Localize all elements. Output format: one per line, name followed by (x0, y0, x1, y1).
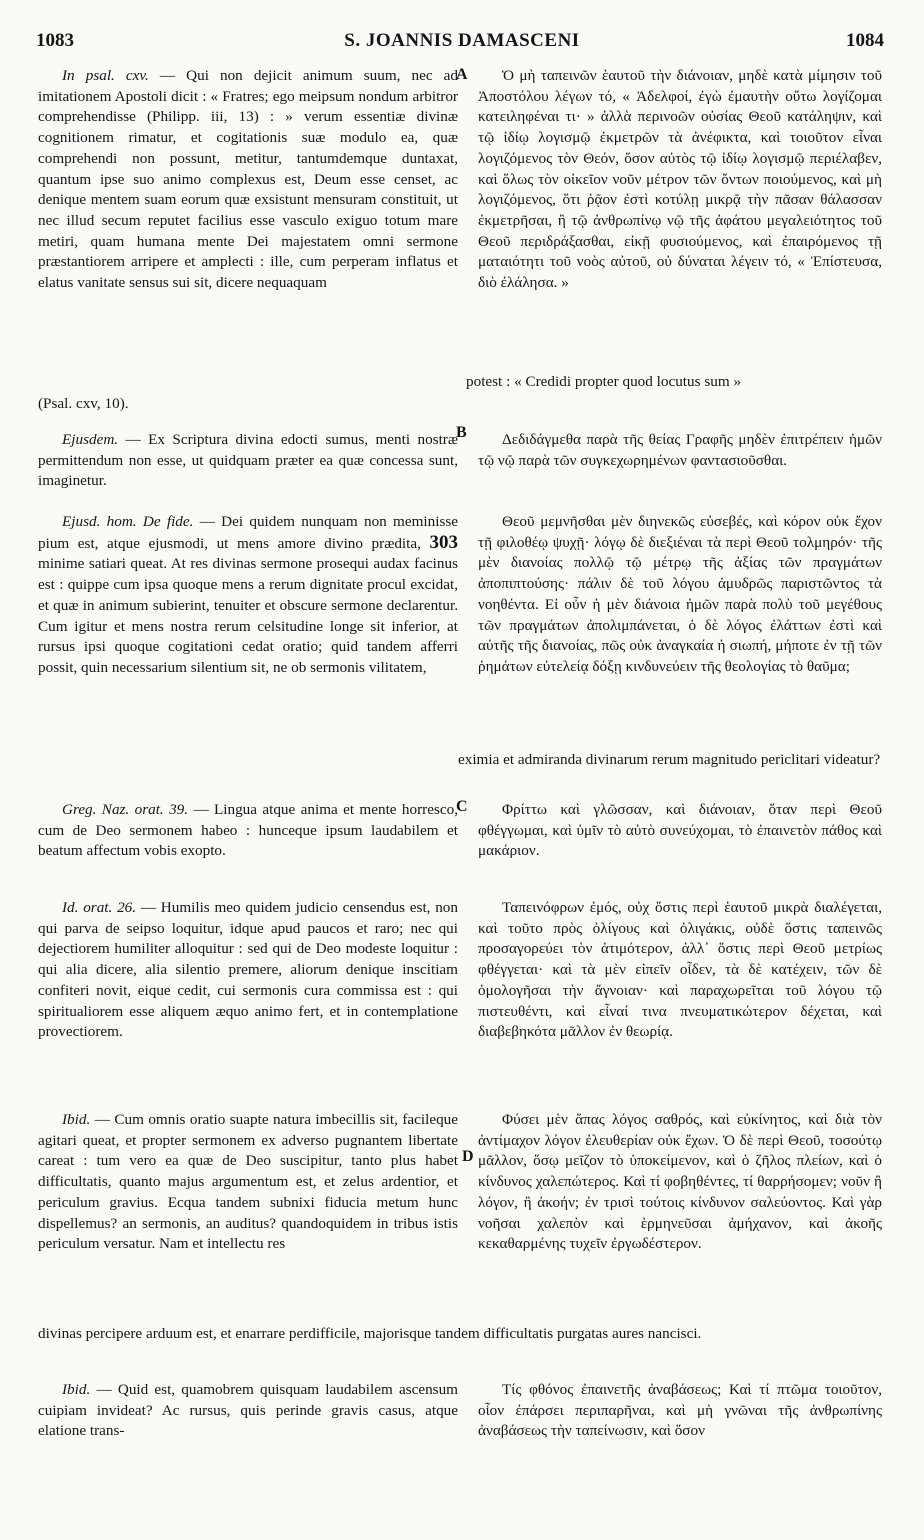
latin-paragraph-end (38, 394, 458, 415)
margin-marker-a: A (456, 66, 468, 83)
latin-text: potest : « Credidi propter quod locutus sum » (466, 373, 742, 390)
latin-overflow (466, 372, 870, 393)
latin-paragraph (38, 898, 458, 1043)
greek-paragraph (478, 1110, 882, 1255)
greek-paragraph (478, 898, 882, 1043)
margin-marker-b: B (456, 424, 467, 441)
running-title: S. JOANNIS DAMASCENI (344, 30, 580, 51)
latin-text: — Qui non dejicit animum suum, nec ad imitationem Apostoli dicit : « Fratres; ego meipsum nondum arbitror comprehendisse (Philipp. iii, 13) : » verum essentiæ divinæ cognitionem rimatur, et cogitationis suæ modulo ea, quæ comprehendi non possunt, metitur, tantumdemque duntaxat, quantum ipse suo animo complexus est, Deum esse censet, ac denique mentem suam eorum quæ exsistunt mensuram constituit, ut nec illud secum reputet facilius esse vasculo exiguo totum mare metiri, quam humana mente Dei majestatem omni sermone præstantiorem arripere et amplecti : ille, cum perperam inflatus et elatus vanitate sensus sui sit, dicere nequaquam (38, 67, 458, 292)
greek-text: Θεοῦ μεμνῆσθαι μὲν διηνεκῶς εὐσεβές, καὶ κόρον οὐκ ἔχον τῇ φιλοθέῳ ψυχῇ· λόγῳ δὲ διεξιέναι τὰ περὶ Θεοῦ τολμηρόν· τῆς μὲν διανοίας πολλῷ τῷ μέτρῳ τῆς ἀξίας τῶν πραγμάτων ἀποπιπτούσης· πάλιν δὲ τοῦ λόγου ἀμυδρῶς παριστῶντος τὰ νοηθέντα. Εἰ οὖν ἡ μὲν διάνοια ἡμῶν παρὰ πολὺ τοῦ μεγέθους τῶν πραγμάτων ἀπολιμπάνεται, ὁ δὲ λόγος ἐλάττων ἐστὶ καὶ αὐτῆς τῆς διανοίας, πῶς οὐκ ἀναγκαία ἡ σιωπή, μήποτε ἐν τῇ τῶν ῥημάτων εὐτελείᾳ δόξῃ κινδυνεύειν τῆς θεολογίας τὸ θαῦμα; (478, 513, 882, 675)
latin-paragraph (38, 430, 458, 492)
latin-paragraph (38, 512, 458, 679)
latin-overflow (38, 1324, 884, 1345)
greek-paragraph (478, 800, 882, 862)
greek-text: Φύσει μὲν ἅπας λόγος σαθρός, καὶ εὐκίνητος, καὶ διὰ τὸν ἀντίμαχον λόγον ἐλευθερίαν οὐκ ἔχων. Ὁ δὲ περὶ Θεοῦ, τοσούτῳ μᾶλλον, ὅσῳ μεῖζον τὸ ὑποκείμενον, καὶ ὁ ζῆλος πλείων, καὶ ὁ κίνδυνος χαλεπώτερος. Καὶ τί φοβηθέντες, τί θαρρήσομεν; νοῦν ἢ λόγον, ἢ ἀκοήν; ἐν τρισὶ τούτοις κίνδυνον σαλεύοντος. Καὶ γὰρ νοῆσαι χαλεπὸν καὶ ἑρμηνεῦσαι ἀμήχανον, καὶ ἀκοῆς κεκαθαρμένης τυχεῖν ἐργωδέστερον. (478, 1111, 882, 1253)
greek-text: Φρίττω καὶ γλῶσσαν, καὶ διάνοιαν, ὅταν περὶ Θεοῦ φθέγγωμαι, καὶ ὑμῖν τὸ αὐτὸ συνεύχομαι, τὸ ἐπαινετὸν πάθος καὶ μακάριον. (478, 801, 882, 860)
latin-paragraph (38, 1380, 458, 1442)
source-citation: Ibid. (62, 1381, 91, 1398)
greek-text: Ταπεινόφρων ἐμός, οὐχ ὅστις περὶ ἑαυτοῦ μικρὰ διαλέγεται, καὶ τοῦτο πρὸς ὀλίγους καὶ ὀλιγάκις, οὐδὲ ὅστις ταπεινῶς προσαγορεύει τὸν ἀτιμότερον, ἀλλ᾽ ὅστις περὶ Θεοῦ μετρίως φθέγγεται· καὶ τὰ μὲν εἰπεῖν οἶδεν, τὰ δὲ κατέχειν, τῶν δὲ ὁμολογῆσαι τὴν ἄγνοιαν· καὶ παραχωρεῖται τοῦ λόγου τῷ πιστευθέντι, καὶ εἶναί τινα πνευματικώτερον δέχεται, καὶ διαβεβηκότα μᾶλλον ἐν θεωρίᾳ. (478, 899, 882, 1041)
greek-paragraph (478, 66, 882, 294)
greek-paragraph (478, 1380, 882, 1442)
greek-text: Ὁ μὴ ταπεινῶν ἑαυτοῦ τὴν διάνοιαν, μηδὲ κατὰ μίμησιν τοῦ Ἀποστόλου λέγων τό, « Ἀδελφοί, ἐγὼ ἐμαυτὴν οὔτω λογίζομαι κατειληφέναι τι· » ἀλλὰ περινοῶν οὐσίας Θεοῦ κατάληψιν, καὶ τῷ ἰδίῳ λογισμῷ ἐκμετρῶν τὰ ἀνέφικτα, καὶ τοιοῦτον εἶναι λογιζόμενος τὸν Θεόν, ὅσον αὐτὸς τῷ ἰδίῳ λογισμῷ περιέλαβεν, καὶ ὅλως τὸν οἰκεῖον νοῦν μέτρον τῶν ὄντων ποιούμενος, καὶ μὴ λογιζόμενος, ὅτι ῥᾷον ἐστὶ κοτύλῃ μικρᾷ τὴν πᾶσαν θάλασσαν ἐκμετρῆσαι, ἢ τῷ ἀνθρωπίνῳ νῷ τῆς ἀφάτου μεγαλειότητος τοῦ Θεοῦ περιδράξασθαι, εἰκῇ φυσιούμενος, καὶ ἐπαιρόμενος τῇ ματαιότητι τοῦ νοὸς αὐτοῦ, οὐ δύναται λέγειν τό, « Ἐπίστευσα, διὸ ἐλάλησα. » (478, 67, 882, 292)
latin-text: — Humilis meo quidem judicio censendus est, non qui parva de seipso loquitur, idque apud paucos et raro; nec qui dejectiorem humiliter alloquitur : sed qui de Deo modeste loquitur : qui alia dicere, alia silentio premere, aliorum denique inscitiam confiteri novit, eique cedit, cui sermonis cura commissa est : qui spiritualiorem esse aliquem æquo animo fert, et in contemplatione provectiorem. (38, 899, 458, 1041)
column-number: 303 (429, 531, 459, 553)
latin-text: divinas percipere arduum est, et enarrare perdifficile, majorisque tandem difficultatis purgatas aures nancisci. (38, 1325, 702, 1342)
source-citation: In psal. cxv. (62, 67, 149, 84)
greek-paragraph (478, 430, 882, 471)
latin-text: — Ex Scriptura divina edocti sumus, menti nostræ permittendum non esse, ut quidquam præter ea quæ concessa sunt, imaginetur. (38, 431, 458, 490)
greek-paragraph (478, 512, 882, 678)
running-header (0, 30, 924, 60)
latin-text: — Quid est, quamobrem quisquam laudabilem ascensum cuipiam invideat? Ac rursus, quis perinde gravis casus, atque elatione trans- (38, 1381, 458, 1440)
latin-paragraph (38, 800, 458, 862)
source-citation: Ejusd. hom. De fide. (62, 513, 194, 530)
source-citation: Greg. Naz. orat. 39. (62, 801, 189, 818)
margin-marker-d: D (462, 1148, 474, 1165)
page-number-left: 1083 (36, 30, 74, 51)
latin-paragraph (38, 1110, 458, 1255)
greek-text: Τίς φθόνος ἐπαινετῆς ἀναβάσεως; Καὶ τί πτῶμα τοιοῦτον, οἷον ἐπάρσει περιπαρῆναι, καὶ μὴ γνῶναι τῆς ἀνθρωπίνης ἀναβάσεως τὴν ταπείνωσιν, καὶ ὅσον (478, 1381, 882, 1440)
latin-text: — Cum omnis oratio suapte natura imbecillis sit, facileque agitari queat, et propter sermonem ex adverso pugnantem libertate careat : tum vero ea quæ de Deo suscipitur, tanto plus habet difficultatis, quanto majus argumentum est, et zelus ardentior, et periculum gravius. Ecqua tandem subnixi fiducia metum hunc dispellemus? an sermonis, an auditus? quandoquidem in tribus istis periculum versatur. Nam et intellectu res (38, 1111, 458, 1253)
latin-paragraph (38, 66, 458, 294)
source-citation: Ibid. (62, 1111, 91, 1128)
source-citation: Ejusdem. (62, 431, 119, 448)
latin-overflow (458, 750, 884, 771)
latin-text: (Psal. cxv, 10). (38, 395, 129, 412)
greek-text: Δεδιδάγμεθα παρὰ τῆς θείας Γραφῆς μηδὲν ἐπιτρέπειν ἡμῶν τῷ νῷ παρὰ τῶν συγκεχωρημένων φαντασιοῦσθαι. (478, 431, 882, 469)
latin-text: — Dei quidem nunquam non meminisse pium est, atque ejusmodi, ut mens amore divino prædita, (38, 513, 458, 552)
latin-text: eximia et admiranda divinarum rerum magnitudo periclitari videatur? (458, 751, 881, 768)
page-number-right: 1084 (846, 30, 884, 51)
source-citation: Id. orat. 26. (62, 899, 137, 916)
latin-text: minime satiari queat. At res divinas sermone prosequi audax facinus est : quippe cum ipsa quoque mens a rerum dignitate procul excidat, et quæ in animum subierint, tenuiter et obscure sermone declarentur. Cum igitur et mens nostra rerum celsitudine longe sit inferior, at rursus ipsi quoque cogitationi cedat oratio; quid tandem afferri possit, quin necessarium silentium sit, ne ob sermonis vilitatem, (38, 555, 458, 676)
margin-marker-c: C (456, 798, 468, 815)
latin-text: — Lingua atque anima et mente horresco, cum de Deo sermonem habeo : hunceque ipsum laudabilem et beatum affectum vobis exopto. (38, 801, 458, 860)
